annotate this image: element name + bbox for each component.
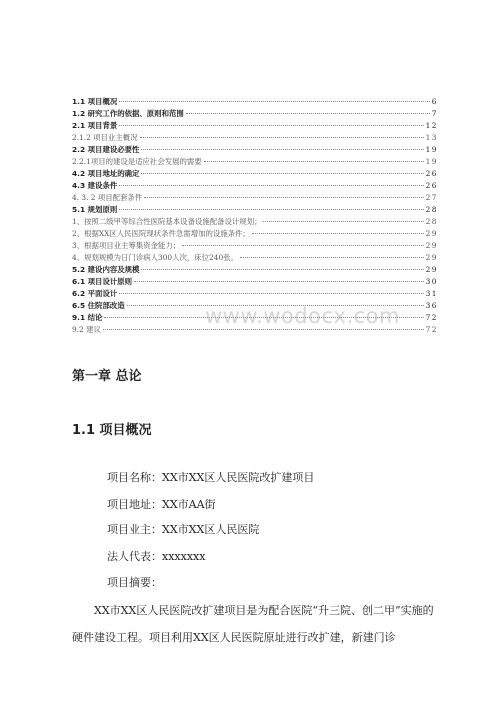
toc-entry-page: 72 [425,313,438,322]
toc-entry-page: 36 [425,301,438,310]
toc-entry[interactable] [72,180,438,192]
project-owner: 项目业主：XX市XX区人民医院 [107,523,260,536]
toc-entry-title: 5.1 规划原则 [72,205,118,214]
project-name: 项目名称：XX市XX区人民医院改扩建项目 [107,471,315,484]
toc-entry-page: 7 [431,109,438,118]
watermark: www.wodocx.com [205,304,400,328]
toc-entry-title: 6.1 项目设计原则 [72,277,133,286]
toc-entry-page: 72 [425,325,438,334]
toc-leader-dots [141,269,423,270]
toc-entry-page: 28 [425,205,438,214]
toc-leader-dots [134,281,424,282]
toc-leader-dots [263,221,423,222]
toc-entry[interactable] [72,96,438,108]
toc-entry-title: 1、按照二级甲等综合性医院基本设备设施配备设计规划； [72,217,262,226]
toc-entry-title: 1.2 研究工作的依据、原则和范围 [72,109,184,118]
toc-leader-dots [103,329,424,330]
toc-entry-page: 31 [425,289,438,298]
toc-entry-title: 9.1 结论 [72,313,103,322]
toc-entry[interactable] [72,216,438,228]
summary-label: 项目摘要： [107,576,162,589]
toc-entry[interactable] [72,300,438,312]
toc-entry-title: 9.2 建议 [72,325,101,334]
toc-entry-page: 12 [425,121,438,130]
toc-entry-title: 2.1 项目背景 [72,121,118,130]
toc-entry-page: 26 [425,181,438,190]
toc-entry-page: 26 [425,169,438,178]
toc-entry-title: 4.3 建设条件 [72,181,118,190]
toc-entry[interactable] [72,132,438,144]
toc-leader-dots [119,293,423,294]
toc-entry-page: 29 [425,229,438,238]
toc-entry[interactable] [72,168,438,180]
chapter-title: 第一章 总论 [72,369,142,384]
toc-entry-title: 2.2 项目建设必要性 [72,145,140,154]
toc-leader-dots [140,137,424,138]
toc-entry-page: 29 [425,265,438,274]
toc-entry[interactable] [72,156,438,168]
section-title: 1.1 项目概况 [72,423,152,438]
toc-entry-title: 2、根据XX区人民医院现状条件急需增加的设施条件； [72,229,250,238]
toc-leader-dots [104,317,423,318]
toc-entry[interactable] [72,264,438,276]
toc-leader-dots [182,245,423,246]
toc-leader-dots [141,173,423,174]
toc-leader-dots [119,125,423,126]
toc-leader-dots [240,257,424,258]
toc-leader-dots [204,161,424,162]
toc-entry-title: 6.2 平面设计 [72,289,118,298]
toc-entry[interactable] [72,312,438,324]
toc-entry-title: 6.5 住院部改造 [72,301,125,310]
toc-entry-page: 19 [425,157,438,166]
toc-entry-page: 30 [425,277,438,286]
toc-entry-title: 5.2 建设内容及规模 [72,265,140,274]
toc-entry-title: 4. 3. 2 项目配套条件 [72,193,143,202]
toc-leader-dots [186,113,430,114]
toc-entry[interactable] [72,120,438,132]
toc-entry[interactable] [72,108,438,120]
table-of-contents [72,96,438,336]
toc-entry-title: 1.1 项目概况 [72,97,118,106]
toc-entry[interactable] [72,276,438,288]
toc-leader-dots [252,233,424,234]
toc-entry-page: 29 [425,241,438,250]
toc-leader-dots [141,149,423,150]
toc-entry-title: 2.2.1项目的建设是适应社会发展的需要 [72,157,202,166]
toc-entry-title: 4.2 项目地址的确定 [72,169,140,178]
toc-leader-dots [119,209,423,210]
toc-entry-page: 27 [425,193,438,202]
toc-entry[interactable] [72,144,438,156]
toc-leader-dots [144,197,423,198]
summary-text: XX市XX区人民医院改扩建项目是为配合医院“升三院、创二甲”实施的硬件建设工程。项目利用XX区人民医院原址进行改扩建，新建门诊 [72,604,434,644]
toc-entry[interactable] [72,240,438,252]
toc-entry-page: 19 [425,145,438,154]
toc-entry[interactable] [72,192,438,204]
toc-leader-dots [119,101,430,102]
toc-entry[interactable] [72,288,438,300]
toc-entry[interactable] [72,252,438,264]
toc-entry[interactable] [72,324,438,336]
toc-entry-page: 29 [425,253,438,262]
toc-entry-page: 13 [425,133,438,142]
toc-entry-title: 4、规划规模为日门诊病人300人次，床位240张。 [72,253,238,262]
toc-entry-title: 2.1.2 项目业主概况 [72,133,138,142]
summary-paragraph [72,597,442,651]
toc-entry-page: 6 [431,97,438,106]
toc-entry[interactable] [72,204,438,216]
project-address: 项目地址：XX市AA街 [107,498,216,511]
toc-leader-dots [119,185,423,186]
legal-representative: 法人代表：xxxxxxx [107,550,206,563]
toc-entry-page: 28 [425,217,438,226]
toc-entry[interactable] [72,228,438,240]
toc-leader-dots [127,305,424,306]
toc-entry-title: 3、根据项目业主筹集资金能力； [72,241,181,250]
